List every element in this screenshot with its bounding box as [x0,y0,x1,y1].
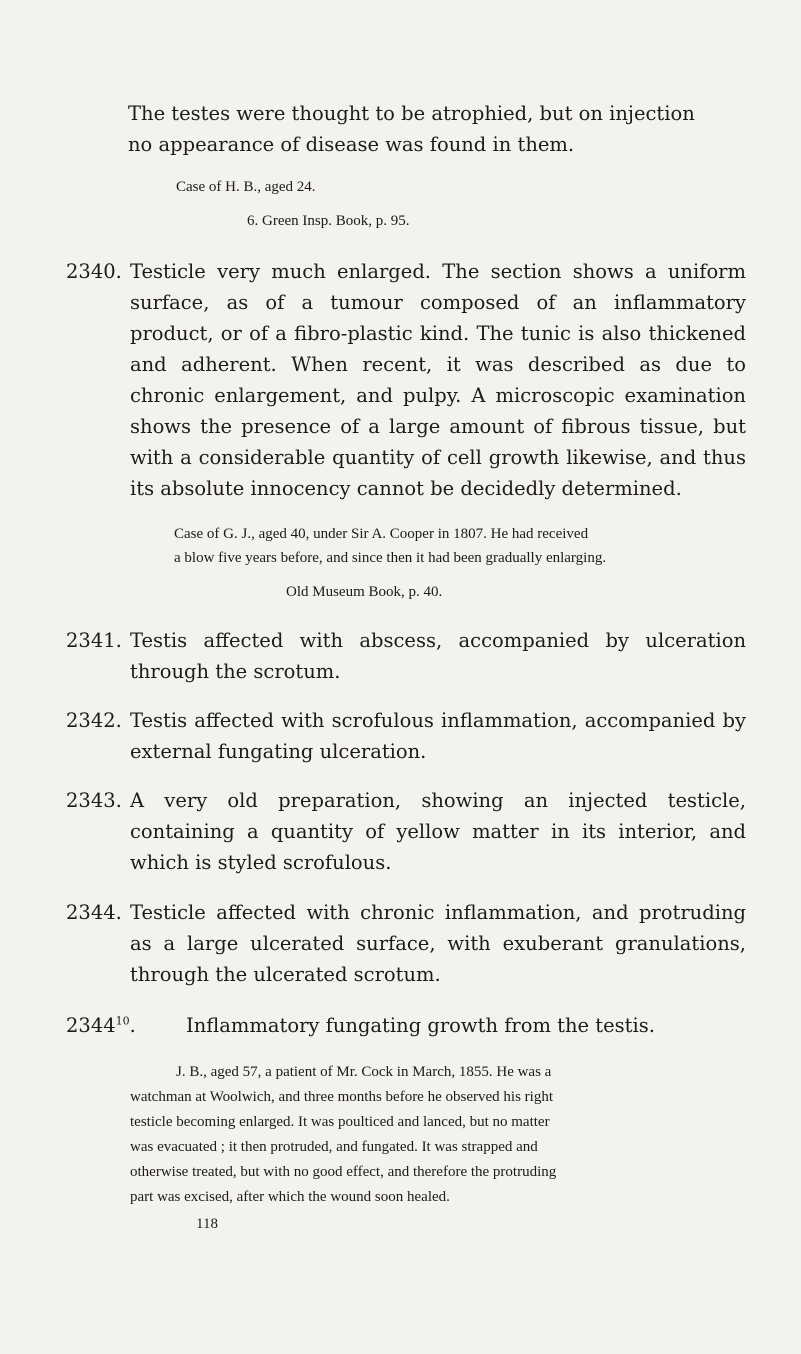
intro-case-note: Case of H. B., aged 24. [176,179,316,195]
entry-2340-source: Old Museum Book, p. 40. [286,584,443,600]
entry-text: Testicle affected with chronic inflammation, and protruding as a large ulcerated surface, with exuberant granulations, through the ulcerated scrotum. [130,901,746,986]
entry-2344-10-case-line-3: testicle becoming enlarged. It was poulticed and lanced, but no matter [130,1114,550,1130]
entry-2344-10-case-line-1: J. B., aged 57, a patient of Mr. Cock in March, 1855. He was a [176,1064,552,1080]
entry-2344-10-case-line-4: was evacuated ; it then protruded, and fungated. It was strapped and [130,1139,538,1155]
entry-text: A very old preparation, showing an injected testicle, containing a quantity of yellow matter in its interior, and which is styled scrofulous. [130,789,746,874]
entry-text: Testicle very much enlarged. The section shows a uniform surface, as of a tumour composed of an inflammatory product, or of a fibro-plastic kind. The tunic is also thickened and adherent. When recent, it was described as due to chronic enlargement, and pulpy. A microscopic examination shows the presence of a large amount of fibrous tissue, but with a considerable quantity of cell growth likewise, and thus its absolute innocency cannot be decidedly determined. [130,260,746,500]
entry-2341 [66,625,746,687]
entry-text: Testis affected with abscess, accompanied by ulceration through the scrotum. [130,629,746,683]
entry-number-base: 2344 [66,1014,116,1037]
entry-text: Inflammatory fungating growth from the testis. [186,1014,655,1037]
entry-text: Testis affected with scrofulous inflammation, accompanied by external fungating ulceration. [130,709,746,763]
entry-2342 [66,705,746,767]
entry-number [66,1010,136,1041]
entry-2343 [66,785,746,878]
entry-2344-10-case-line-5: otherwise treated, but with no good effect, and therefore the protruding [130,1164,557,1180]
entry-2344-10-case-line-2: watchman at Woolwich, and three months before he observed his right [130,1089,553,1105]
entry-2344-10 [66,1010,746,1041]
entry-number-dot: . [129,1014,136,1037]
entry-2344 [66,897,746,990]
intro-line-2: no appearance of disease was found in them. [128,133,575,156]
entry-2344-10-case-line-6: part was excised, after which the wound soon healed. [130,1189,450,1205]
intro-source-note: 6. Green Insp. Book, p. 95. [247,213,410,229]
intro-paragraph [128,98,740,160]
entry-number: 2340. [66,260,122,283]
entry-number: 2341. [66,629,122,652]
entry-number: 2343. [66,789,122,812]
entry-2340-case-line-1: Case of G. J., aged 40, under Sir A. Cooper in 1807. He had received [174,526,589,542]
intro-line-1: The testes were thought to be atrophied, but on injection [128,102,695,125]
entry-2340 [66,256,746,504]
page-number: 118 [196,1216,218,1232]
entry-number-superscript: 10 [115,1014,130,1028]
entry-number: 2342. [66,709,122,732]
entry-number: 2344. [66,901,122,924]
entry-2340-case-line-2: a blow five years before, and since then it had been gradually enlarging. [174,550,607,566]
